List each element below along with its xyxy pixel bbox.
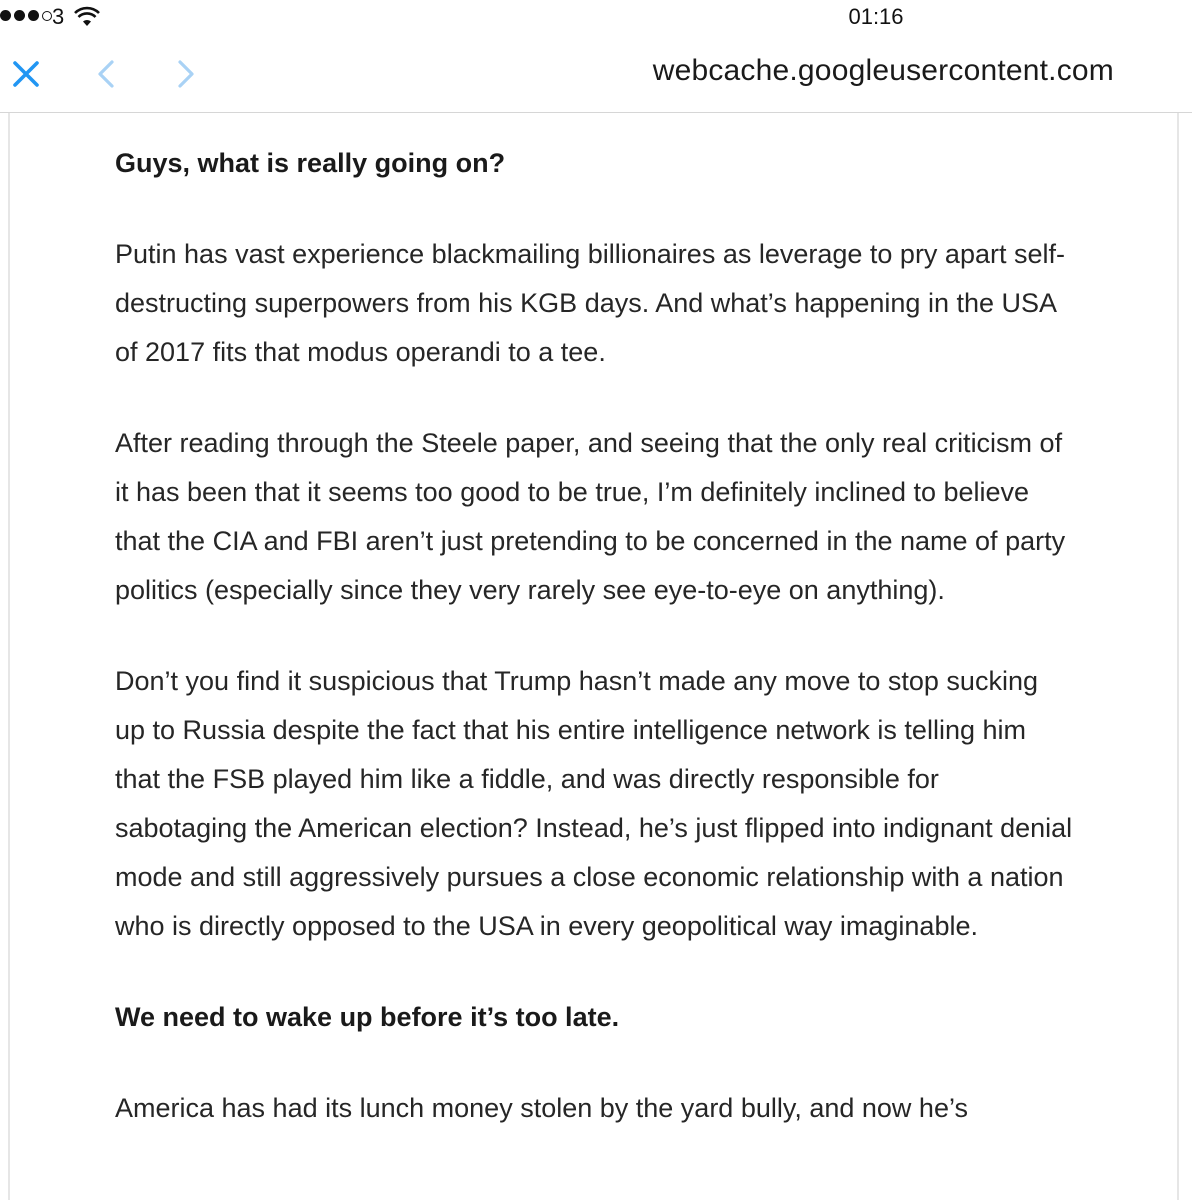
article-paragraph: After reading through the Steele paper, and seeing that the only real criticism of it has been that it seems too good to be true, I’m definitely inclined to believe that the CIA and FBI aren’t just pretending to be concerned in the name of party politics (especially since they very rarely see eye-to-eye on anything). — [115, 428, 1066, 605]
close-icon — [6, 54, 46, 94]
status-time: 01:16 — [848, 4, 904, 29]
status-bar — [0, 0, 1192, 36]
close-button[interactable] — [6, 54, 46, 94]
article-heading: Guys, what is really going on? — [115, 148, 506, 178]
forward-button[interactable] — [166, 54, 206, 94]
article-paragraph: Don’t you find it suspicious that Trump hasn’t made any move to stop sucking up to Russia despite the fact that his entire intelligence network is telling him that the FSB played him like a fiddle, and was directly responsible for sabotaging the American election? Instead, he’s just flipped into indignant denial mode and still aggressively pursues a close economic relationship with a nation who is directly opposed to the USA in every geopolitical way imaginable. — [115, 666, 1073, 941]
browser-nav-bar — [0, 36, 1192, 113]
back-button[interactable] — [88, 54, 128, 94]
article-body — [115, 139, 1075, 1175]
article-paragraph: America has had its lunch money stolen by the yard bully, and now he’s — [115, 1093, 968, 1123]
carrier-name: 3 — [52, 4, 65, 29]
page-content — [8, 113, 1179, 1200]
url-display[interactable]: webcache.googleusercontent.com — [652, 54, 1114, 87]
chevron-left-icon — [88, 54, 128, 94]
article-paragraph: Putin has vast experience blackmailing billionaires as leverage to pry apart self-destructing superpowers from his KGB days. And what’s happening in the USA of 2017 fits that modus operandi to a tee. — [115, 239, 1065, 367]
chevron-right-icon — [166, 54, 206, 94]
article-heading: We need to wake up before it’s too late. — [115, 1002, 620, 1032]
